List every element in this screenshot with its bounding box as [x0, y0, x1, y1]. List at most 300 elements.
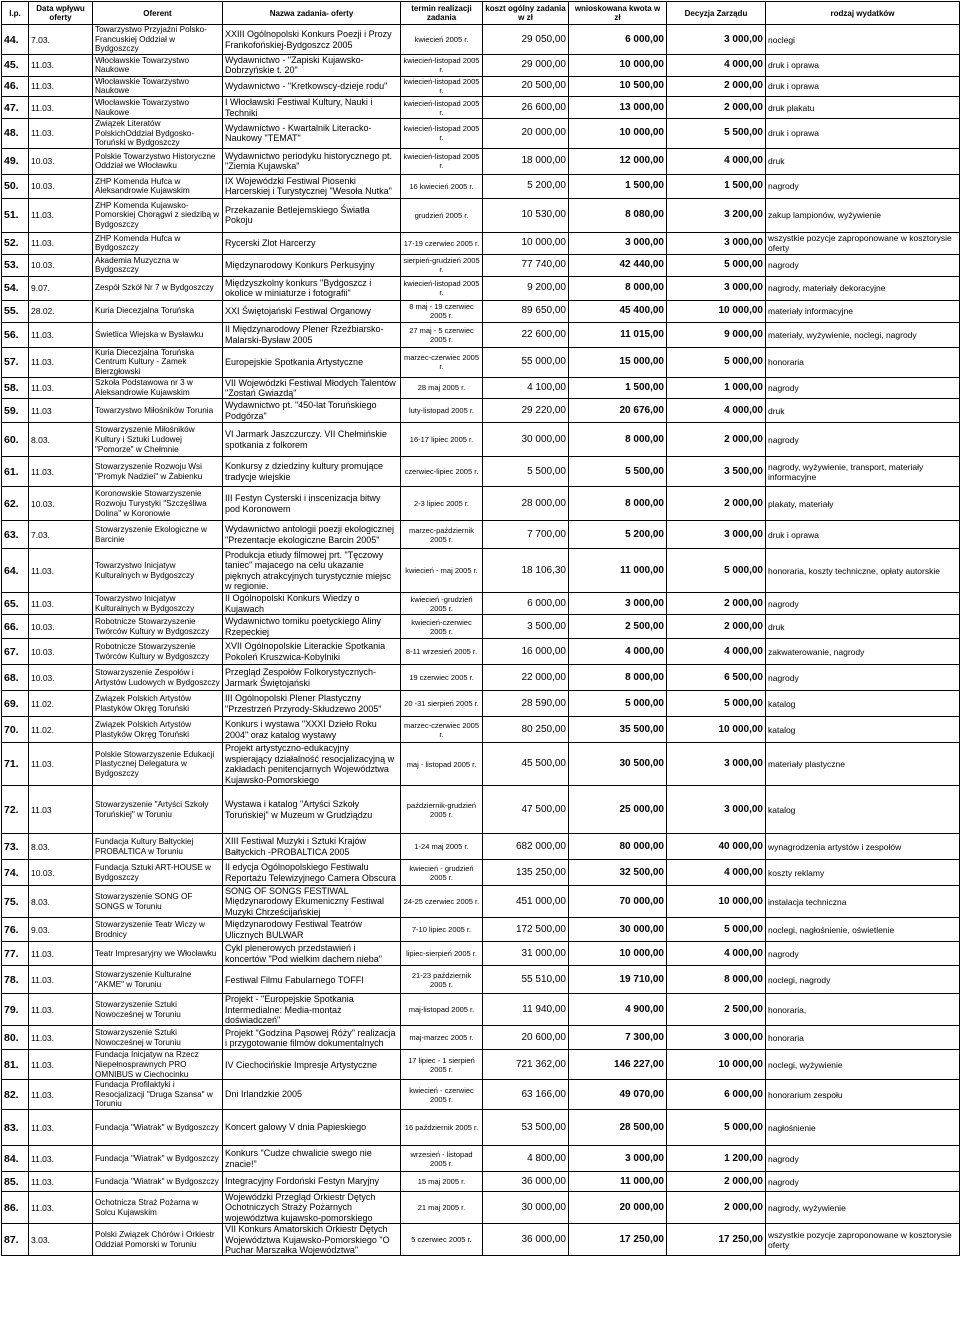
cell-kwota: 10 000,00 [569, 55, 667, 77]
cell-decyzja: 5 500,00 [667, 119, 766, 149]
cell-termin: kwiecień-listopad 2005 r. [401, 55, 483, 77]
table-row [2, 457, 960, 487]
cell-decyzja: 2 000,00 [667, 615, 766, 639]
cell-oferent: Towarzystwo Przyjaźni Polsko-Francuskiej Oddział w Bydgoszczy [93, 25, 223, 55]
cell-rodzaj: nagrody [766, 942, 960, 966]
cell-lp: 82. [2, 1080, 29, 1110]
cell-decyzja: 5 000,00 [667, 347, 766, 377]
cell-lp: 59. [2, 399, 29, 423]
cell-oferent: Fundacja "Wiatrak" w Bydgoszczy [93, 1110, 223, 1146]
cell-koszt: 172 500,00 [483, 918, 569, 942]
cell-oferent: Świetlica Wiejska w Bysławku [93, 322, 223, 347]
cell-data: 11.03. [29, 347, 93, 377]
cell-decyzja: 5 000,00 [667, 918, 766, 942]
cell-koszt: 18 106,30 [483, 549, 569, 593]
cell-lp: 60. [2, 423, 29, 457]
cell-data: 11.03. [29, 55, 93, 77]
cell-kwota: 6 000,00 [569, 25, 667, 55]
cell-rodzaj: druk plakatu [766, 97, 960, 119]
cell-data: 10.03. [29, 615, 93, 639]
header-oferent: Oferent [93, 2, 223, 25]
cell-lp: 62. [2, 487, 29, 521]
cell-termin: sierpień-grudzień 2005 r. [401, 254, 483, 276]
cell-nazwa: Cykl plenerowych przedstawień i koncertów "Pod wielkim dachem nieba" [223, 942, 401, 966]
cell-decyzja: 2 000,00 [667, 487, 766, 521]
cell-oferent: Stowarzyszenie Sztuki Nowocześnej w Toruniu [93, 1026, 223, 1050]
cell-decyzja: 6 000,00 [667, 1080, 766, 1110]
cell-data: 11.03. [29, 377, 93, 399]
cell-termin: 5 czerwiec 2005 r. [401, 1224, 483, 1256]
cell-termin: 27 maj - 5 czerwiec 2005 r. [401, 322, 483, 347]
cell-kwota: 3 000,00 [569, 1146, 667, 1172]
cell-nazwa: Dni Irlandzkie 2005 [223, 1080, 401, 1110]
cell-rodzaj: nagrody, wyżywienie, transport, materiały informacyjne [766, 457, 960, 487]
cell-data: 8.03. [29, 423, 93, 457]
cell-nazwa: Koncert galowy V dnia Papieskiego [223, 1110, 401, 1146]
cell-data: 7.03. [29, 521, 93, 549]
cell-nazwa: II Międzynarodowy Plener Rzeźbiarsko-Malarski-Bysław 2005 [223, 322, 401, 347]
cell-termin: 16 październik 2005 r. [401, 1110, 483, 1146]
cell-nazwa: Produkcja etiudy filmowej prt. "Tęczowy taniec" majacego na celu ukazanie pięknych atrakcyjnych turystycznie miejsc w regionie. [223, 549, 401, 593]
cell-decyzja: 2 000,00 [667, 1192, 766, 1224]
cell-termin: kwiecień - grudzień 2005 r. [401, 860, 483, 886]
cell-termin: 17 lipiec - 1 sierpień 2005 r. [401, 1050, 483, 1080]
cell-oferent: Związek Polskich Artystów Plastyków Okręg Toruński [93, 717, 223, 743]
cell-kwota: 13 000,00 [569, 97, 667, 119]
cell-oferent: Fundacja "Wiatrak" w Bydgoszczy [93, 1146, 223, 1172]
cell-koszt: 721 362,00 [483, 1050, 569, 1080]
cell-nazwa: IX Wojewódzki Festiwal Piosenki Harcerskiej i Turystycznej "Wesoła Nutka" [223, 174, 401, 198]
cell-kwota: 7 300,00 [569, 1026, 667, 1050]
cell-decyzja: 3 000,00 [667, 276, 766, 300]
cell-nazwa: Konkursy z dziedziny kultury promujące tradycje wiejskie [223, 457, 401, 487]
cell-kwota: 1 500,00 [569, 174, 667, 198]
table-row [2, 97, 960, 119]
cell-rodzaj: honoraria [766, 347, 960, 377]
cell-termin: kwiecień - maj 2005 r. [401, 549, 483, 593]
cell-koszt: 47 500,00 [483, 786, 569, 834]
cell-lp: 64. [2, 549, 29, 593]
table-row [2, 1146, 960, 1172]
table-row [2, 1224, 960, 1256]
cell-koszt: 4 100,00 [483, 377, 569, 399]
cell-oferent: ZHP Komenda Hufca w Aleksandrowie Kujawskim [93, 174, 223, 198]
cell-koszt: 18 000,00 [483, 148, 569, 174]
cell-termin: kwiecień-listopad 2005 r. [401, 148, 483, 174]
cell-koszt: 9 200,00 [483, 276, 569, 300]
cell-rodzaj: noclegi, wyżywienie [766, 1050, 960, 1080]
cell-rodzaj: druk [766, 148, 960, 174]
table-row [2, 1080, 960, 1110]
cell-rodzaj: noclegi, nagłośnienie, oświetlenie [766, 918, 960, 942]
cell-kwota: 19 710,00 [569, 966, 667, 994]
cell-lp: 47. [2, 97, 29, 119]
cell-termin: kwiecień -grudzień 2005 r. [401, 593, 483, 615]
cell-termin: maj - listopad 2005 r. [401, 743, 483, 786]
cell-decyzja: 1 000,00 [667, 377, 766, 399]
cell-data: 11.03. [29, 1050, 93, 1080]
cell-rodzaj: plakaty, materiały [766, 487, 960, 521]
cell-koszt: 11 940,00 [483, 994, 569, 1026]
table-row [2, 347, 960, 377]
cell-lp: 70. [2, 717, 29, 743]
grant-decisions-table [1, 1, 960, 1256]
cell-oferent: Koronowskie Stowarzyszenie Rozwoju Turystyki "Szczęśliwa Dolina" w Koronowie [93, 487, 223, 521]
cell-lp: 66. [2, 615, 29, 639]
cell-koszt: 89 650,00 [483, 300, 569, 322]
table-row [2, 119, 960, 149]
cell-oferent: Stowarzyszenie Kulturalne "AKME" w Toruniu [93, 966, 223, 994]
cell-rodzaj: zakwaterowanie, nagrody [766, 639, 960, 665]
cell-termin: kwiecień-listopad 2005 r. [401, 76, 483, 96]
cell-decyzja: 2 000,00 [667, 1172, 766, 1192]
cell-data: 11.03. [29, 76, 93, 96]
cell-rodzaj: zakup lampionów, wyżywienie [766, 198, 960, 232]
cell-decyzja: 10 000,00 [667, 886, 766, 918]
cell-decyzja: 8 000,00 [667, 966, 766, 994]
cell-nazwa: Rycerski Zlot Harcerzy [223, 232, 401, 254]
cell-rodzaj: nagrody [766, 665, 960, 691]
cell-termin: 2-3 lipiec 2005 r. [401, 487, 483, 521]
cell-oferent: Fundacja Sztuki ART-HOUSE w Bydgoszczy [93, 860, 223, 886]
cell-oferent: Szkoła Podstawowa nr 3 w Aleksandrowie Kujawskim [93, 377, 223, 399]
cell-kwota: 10 500,00 [569, 76, 667, 96]
cell-lp: 79. [2, 994, 29, 1026]
cell-rodzaj: honoraria, koszty techniczne, opłaty autorskie [766, 549, 960, 593]
cell-oferent: Stowarzyszenie "Artyści Szkoły Toruńskiej" w Toruniu [93, 786, 223, 834]
cell-kwota: 42 440,00 [569, 254, 667, 276]
cell-oferent: Robotnicze Stowarzyszenie Twórców Kultury w Bydgoszczy [93, 615, 223, 639]
cell-oferent: Fundacja Kultury Bałtyckiej PROBALTICA w Toruniu [93, 834, 223, 860]
cell-data: 11.03. [29, 97, 93, 119]
cell-nazwa: SONG OF SONGS FESTIWAL Międzynarodowy Ekumeniczny Festiwal Muzyki Chrześcijańskiej [223, 886, 401, 918]
cell-kwota: 11 015,00 [569, 322, 667, 347]
cell-nazwa: Projekt "Godzina Pąsowej Róży" realizacja i przygotowanie filmów dokumentalnych [223, 1026, 401, 1050]
table-row [2, 377, 960, 399]
cell-nazwa: Wydawnictwo - Kwartalnik Literacko-Naukowy "TEMAT" [223, 119, 401, 149]
cell-kwota: 8 000,00 [569, 487, 667, 521]
cell-rodzaj: materiały informacyjne [766, 300, 960, 322]
cell-lp: 50. [2, 174, 29, 198]
cell-decyzja: 3 500,00 [667, 457, 766, 487]
cell-decyzja: 4 000,00 [667, 860, 766, 886]
cell-decyzja: 17 250,00 [667, 1224, 766, 1256]
table-row [2, 399, 960, 423]
cell-kwota: 25 000,00 [569, 786, 667, 834]
cell-rodzaj: noclegi, nagrody [766, 966, 960, 994]
cell-nazwa: Wydawnictwo pt. "450-lat Toruńskiego Podgórza" [223, 399, 401, 423]
cell-kwota: 32 500,00 [569, 860, 667, 886]
cell-lp: 65. [2, 593, 29, 615]
cell-oferent: ZHP Komenda Hufca w Bydgoszczy [93, 232, 223, 254]
cell-lp: 56. [2, 322, 29, 347]
cell-kwota: 5 200,00 [569, 521, 667, 549]
cell-koszt: 22 000,00 [483, 665, 569, 691]
cell-koszt: 20 500,00 [483, 76, 569, 96]
cell-data: 11.03. [29, 1172, 93, 1192]
table-row [2, 232, 960, 254]
cell-termin: wrzesień - listopad 2005 r. [401, 1146, 483, 1172]
cell-data: 11.03. [29, 942, 93, 966]
cell-kwota: 2 500,00 [569, 615, 667, 639]
cell-koszt: 36 000,00 [483, 1224, 569, 1256]
cell-lp: 53. [2, 254, 29, 276]
cell-lp: 78. [2, 966, 29, 994]
cell-oferent: Stowarzyszenie Teatr Wiczy w Brodnicy [93, 918, 223, 942]
cell-kwota: 4 900,00 [569, 994, 667, 1026]
cell-oferent: Włocławskie Towarzystwo Naukowe [93, 76, 223, 96]
cell-nazwa: Międzynarodowy Festiwal Teatrów Ulicznych BULWAR [223, 918, 401, 942]
table-row [2, 665, 960, 691]
table-row [2, 198, 960, 232]
cell-decyzja: 3 000,00 [667, 521, 766, 549]
cell-kwota: 49 070,00 [569, 1080, 667, 1110]
cell-termin: marzec-październik 2005 r. [401, 521, 483, 549]
cell-data: 11.03. [29, 322, 93, 347]
cell-decyzja: 5 000,00 [667, 254, 766, 276]
cell-rodzaj: nagrody [766, 254, 960, 276]
cell-koszt: 55 510,00 [483, 966, 569, 994]
cell-decyzja: 5 000,00 [667, 691, 766, 717]
cell-decyzja: 2 500,00 [667, 994, 766, 1026]
cell-nazwa: XXIII Ogólnopolski Konkurs Poezji i Prozy Frankofońskiej-Bydgoszcz 2005 [223, 25, 401, 55]
cell-rodzaj: honorarium zespołu [766, 1080, 960, 1110]
cell-nazwa: Przegląd Zespołów Folkorystycznych-Jarmark Świętojański [223, 665, 401, 691]
cell-koszt: 5 500,00 [483, 457, 569, 487]
cell-oferent: Stowarzyszenie Zespołów i Artystów Ludowych w Bydgoszczy [93, 665, 223, 691]
cell-koszt: 22 600,00 [483, 322, 569, 347]
cell-koszt: 80 250,00 [483, 717, 569, 743]
cell-lp: 87. [2, 1224, 29, 1256]
cell-nazwa: VI Jarmark Jaszczurczy. VII Chełmińskie spotkania z folkorem [223, 423, 401, 457]
cell-rodzaj: nagrody [766, 593, 960, 615]
cell-termin: grudzień 2005 r. [401, 198, 483, 232]
cell-oferent: Zespół Szkół Nr 7 w Bydgoszczy [93, 276, 223, 300]
cell-rodzaj: druk i oprawa [766, 55, 960, 77]
cell-lp: 81. [2, 1050, 29, 1080]
cell-nazwa: Projekt artystyczno-edukacyjny wspierający działalność resocjalizacyjną w zakładach penitencjarnych Województwa Kujawsko-Pomorskiego [223, 743, 401, 786]
cell-data: 11.03 [29, 786, 93, 834]
cell-koszt: 20 600,00 [483, 1026, 569, 1050]
cell-data: 11.03. [29, 119, 93, 149]
cell-data: 10.03. [29, 860, 93, 886]
cell-kwota: 1 500,00 [569, 377, 667, 399]
cell-decyzja: 10 000,00 [667, 717, 766, 743]
cell-oferent: Włocławskie Towarzystwo Naukowe [93, 97, 223, 119]
cell-termin: 16-17 lipiec 2005 r. [401, 423, 483, 457]
cell-kwota: 8 000,00 [569, 276, 667, 300]
cell-rodzaj: druk i oprawa [766, 119, 960, 149]
cell-kwota: 146 227,00 [569, 1050, 667, 1080]
table-row [2, 174, 960, 198]
cell-decyzja: 10 000,00 [667, 300, 766, 322]
table-row [2, 593, 960, 615]
cell-lp: 69. [2, 691, 29, 717]
cell-termin: kwiecień-czerwiec 2005 r. [401, 615, 483, 639]
cell-data: 11.02. [29, 691, 93, 717]
cell-oferent: Kuria Diecezjalna Toruńska [93, 300, 223, 322]
cell-data: 9.07. [29, 276, 93, 300]
table-row [2, 639, 960, 665]
cell-kwota: 20 676,00 [569, 399, 667, 423]
cell-nazwa: II Ogólnopolski Konkurs Wiedzy o Kujawach [223, 593, 401, 615]
header-decyzja: Decyzja Zarządu [667, 2, 766, 25]
cell-kwota: 15 000,00 [569, 347, 667, 377]
cell-rodzaj: nagrody [766, 1172, 960, 1192]
cell-termin: kwiecień-listopad 2005 r. [401, 276, 483, 300]
cell-termin: kwiecień 2005 r. [401, 25, 483, 55]
cell-rodzaj: druk i oprawa [766, 521, 960, 549]
cell-rodzaj: nagrody [766, 1146, 960, 1172]
cell-data: 3.03. [29, 1224, 93, 1256]
cell-data: 11.03. [29, 1080, 93, 1110]
cell-nazwa: XXI Świętojański Festiwal Organowy [223, 300, 401, 322]
header-data: Data wpływu oferty [29, 2, 93, 25]
cell-decyzja: 6 500,00 [667, 665, 766, 691]
cell-koszt: 29 050,00 [483, 25, 569, 55]
table-row [2, 994, 960, 1026]
cell-oferent: Kuria Diecezjalna Toruńska Centrum Kultury - Zamek Bierzgłowski [93, 347, 223, 377]
cell-kwota: 30 000,00 [569, 918, 667, 942]
cell-decyzja: 3 000,00 [667, 1026, 766, 1050]
cell-termin: 21 maj 2005 r. [401, 1192, 483, 1224]
cell-decyzja: 2 000,00 [667, 97, 766, 119]
cell-nazwa: XIII Festiwal Muzyki i Sztuki Krajów Bałtyckich -PROBALTICA 2005 [223, 834, 401, 860]
cell-koszt: 6 000,00 [483, 593, 569, 615]
table-row [2, 966, 960, 994]
cell-decyzja: 2 000,00 [667, 76, 766, 96]
cell-nazwa: Wydawnictwo tomiku poetyckiego Aliny Rzepeckiej [223, 615, 401, 639]
cell-data: 11.03. [29, 593, 93, 615]
cell-oferent: Związek Polskich Artystów Plastyków Okręg Toruński [93, 691, 223, 717]
cell-oferent: Fundacja "Wiatrak" w Bydgoszczy [93, 1172, 223, 1192]
cell-lp: 61. [2, 457, 29, 487]
header-nazwa: Nazwa zadania- oferty [223, 2, 401, 25]
cell-decyzja: 10 000,00 [667, 1050, 766, 1080]
table-row [2, 918, 960, 942]
cell-data: 10.03. [29, 148, 93, 174]
cell-lp: 86. [2, 1192, 29, 1224]
cell-termin: 17-19 czerwiec 2005 r. [401, 232, 483, 254]
cell-rodzaj: druk [766, 399, 960, 423]
cell-termin: kwiecień-listopad 2005 r. [401, 97, 483, 119]
cell-decyzja: 4 000,00 [667, 148, 766, 174]
cell-koszt: 5 200,00 [483, 174, 569, 198]
cell-koszt: 10 000,00 [483, 232, 569, 254]
cell-oferent: Stowarzyszenie SONG OF SONGS w Toruniu [93, 886, 223, 918]
cell-rodzaj: wszystkie pozycje zaproponowane w kosztorysie oferty [766, 1224, 960, 1256]
cell-koszt: 53 500,00 [483, 1110, 569, 1146]
cell-lp: 80. [2, 1026, 29, 1050]
table-row [2, 942, 960, 966]
cell-rodzaj: materiały, wyżywienie, noclegi, nagrody [766, 322, 960, 347]
cell-decyzja: 5 000,00 [667, 1110, 766, 1146]
cell-termin: luty-listopad 2005 r. [401, 399, 483, 423]
header-rodzaj: rodzaj wydatków [766, 2, 960, 25]
cell-lp: 71. [2, 743, 29, 786]
cell-nazwa: IV Ciechocińskie Impresje Artystyczne [223, 1050, 401, 1080]
cell-lp: 74. [2, 860, 29, 886]
cell-lp: 77. [2, 942, 29, 966]
table-row [2, 1050, 960, 1080]
cell-nazwa: Integracyjny Fordoński Festyn Maryjny [223, 1172, 401, 1192]
cell-nazwa: Wydawnictwo - "Zapiski Kujawsko-Dobrzyńskie t. 20" [223, 55, 401, 77]
table-row [2, 300, 960, 322]
cell-oferent: Włocławskie Towarzystwo Naukowe [93, 55, 223, 77]
table-row [2, 322, 960, 347]
cell-kwota: 30 500,00 [569, 743, 667, 786]
header-termin: termin realizacji zadania [401, 2, 483, 25]
cell-oferent: Stowarzyszenie Sztuki Nowocześnej w Toruniu [93, 994, 223, 1026]
cell-data: 11.03. [29, 743, 93, 786]
cell-data: 10.03. [29, 254, 93, 276]
cell-nazwa: Wydawnictwo periodyku historycznego pt. "Ziemia Kujawska" [223, 148, 401, 174]
cell-rodzaj: katalog [766, 691, 960, 717]
cell-koszt: 20 000,00 [483, 119, 569, 149]
cell-termin: 7-10 lipiec 2005 r. [401, 918, 483, 942]
cell-kwota: 11 000,00 [569, 1172, 667, 1192]
cell-termin: 1-24 maj 2005 r. [401, 834, 483, 860]
cell-koszt: 29 220,00 [483, 399, 569, 423]
cell-oferent: Akademia Muzyczna w Bydgoszczy [93, 254, 223, 276]
cell-decyzja: 4 000,00 [667, 55, 766, 77]
cell-termin: 20 -31 sierpień 2005 r. [401, 691, 483, 717]
cell-kwota: 3 000,00 [569, 232, 667, 254]
cell-decyzja: 5 000,00 [667, 549, 766, 593]
cell-rodzaj: nagrody [766, 377, 960, 399]
cell-termin: 16 kwiecień 2005 r. [401, 174, 483, 198]
table-row [2, 276, 960, 300]
cell-decyzja: 1 500,00 [667, 174, 766, 198]
cell-rodzaj: druk [766, 615, 960, 639]
cell-oferent: Polski Związek Chórów i Orkiestr Oddział Pomorski w Toruniu [93, 1224, 223, 1256]
cell-lp: 55. [2, 300, 29, 322]
cell-koszt: 16 000,00 [483, 639, 569, 665]
table-row [2, 615, 960, 639]
cell-data: 8.03. [29, 886, 93, 918]
cell-kwota: 8 000,00 [569, 665, 667, 691]
table-row [2, 76, 960, 96]
cell-lp: 46. [2, 76, 29, 96]
cell-lp: 51. [2, 198, 29, 232]
cell-termin: czerwiec-lipiec 2005 r. [401, 457, 483, 487]
cell-kwota: 35 500,00 [569, 717, 667, 743]
cell-oferent: Towarzystwo Inicjatyw Kulturalnych w Bydgoszczy [93, 549, 223, 593]
cell-oferent: Stowarzyszenie Miłośników Kultury i Sztuki Ludowej "Pomorze" w Chełmnie [93, 423, 223, 457]
table-row [2, 886, 960, 918]
cell-kwota: 70 000,00 [569, 886, 667, 918]
cell-oferent: Teatr Impresaryjny we Włocławku [93, 942, 223, 966]
cell-oferent: Stowarzyszenie Rozwoju Wsi "Promyk Nadziei" w Żabienku [93, 457, 223, 487]
cell-lp: 52. [2, 232, 29, 254]
cell-decyzja: 40 000,00 [667, 834, 766, 860]
cell-lp: 85. [2, 1172, 29, 1192]
cell-nazwa: I Włocławski Festiwal Kultury, Nauki i Techniki [223, 97, 401, 119]
cell-rodzaj: nagrody [766, 174, 960, 198]
cell-nazwa: Wystawa i katalog "Artyści Szkoły Toruńskiej" w Muzeum w Grudziądzu [223, 786, 401, 834]
table-row [2, 691, 960, 717]
cell-kwota: 3 000,00 [569, 593, 667, 615]
cell-lp: 76. [2, 918, 29, 942]
cell-termin: 24-25 czerwiec 2005 r. [401, 886, 483, 918]
cell-decyzja: 3 000,00 [667, 232, 766, 254]
cell-termin: maj-listopad 2005 r. [401, 994, 483, 1026]
cell-nazwa: II edycja Ogólnopolskiego Festiwalu Reportażu Telewizyjnego Camera Obscura [223, 860, 401, 886]
table-row [2, 1110, 960, 1146]
cell-nazwa: Wydawnictwo antologii poezji ekologicznej "Prezentacje ekologiczne Barcin 2005" [223, 521, 401, 549]
cell-nazwa: Festiwal Filmu Fabularnego TOFFI [223, 966, 401, 994]
cell-lp: 44. [2, 25, 29, 55]
